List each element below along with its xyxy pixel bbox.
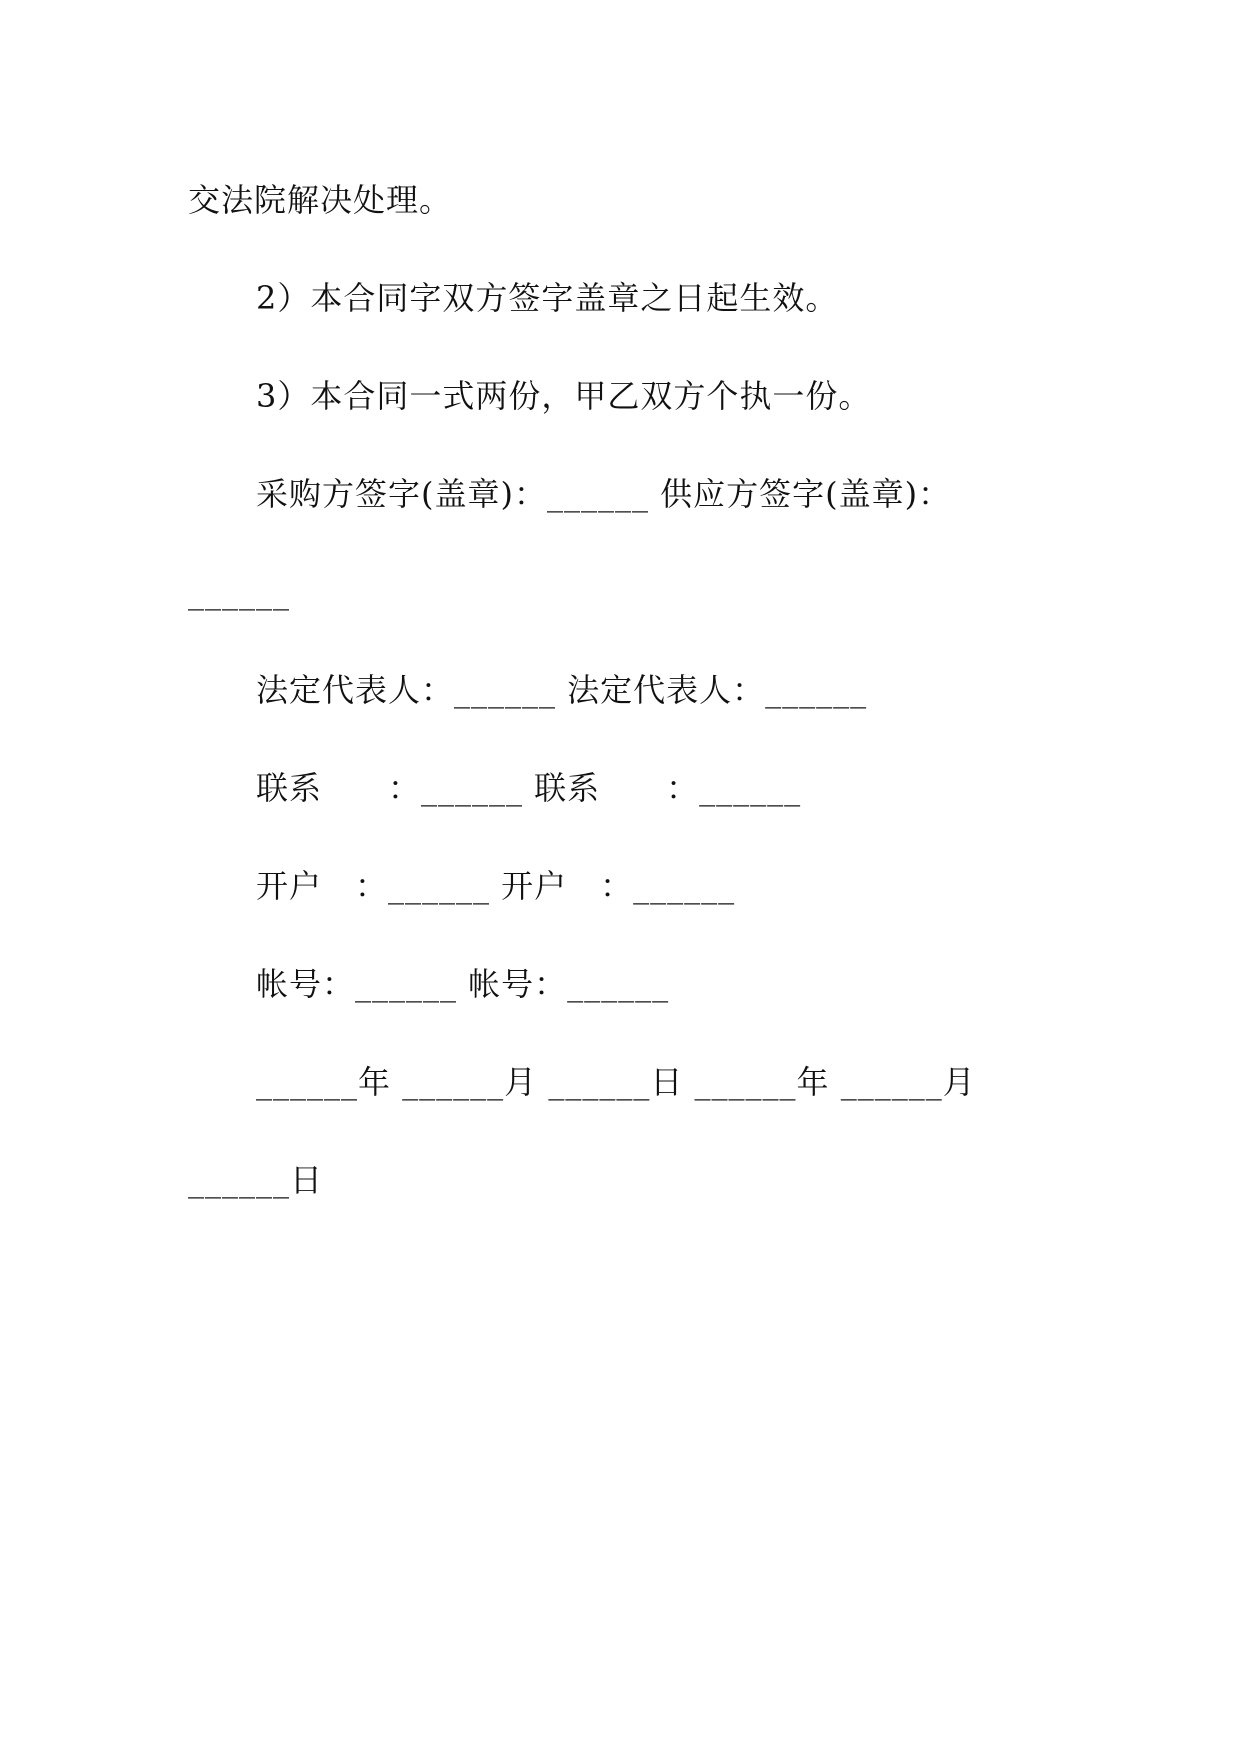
text-line-contact: 联系 ：______ 联系 ：______ bbox=[256, 769, 802, 807]
text-line-bank: 开户 ：______ 开户 ：______ bbox=[256, 867, 736, 905]
text-line-date-continued: ______日 bbox=[188, 1161, 324, 1199]
text-line-court-resolution: 交法院解决处理。 bbox=[188, 181, 453, 219]
text-line-signatures: 采购方签字(盖章)：______ 供应方签字(盖章)： bbox=[256, 475, 952, 513]
text-line-effective-clause: 2）本合同字双方签字盖章之日起生效。 bbox=[256, 279, 839, 317]
text-line-account: 帐号：______ 帐号：______ bbox=[256, 965, 670, 1003]
text-line-date: ______年 ______月 ______日 ______年 ______月 bbox=[256, 1063, 976, 1101]
text-line-copies-clause: 3）本合同一式两份，甲乙双方个执一份。 bbox=[256, 377, 872, 415]
text-line-legal-representatives: 法定代表人：______ 法定代表人：______ bbox=[256, 671, 868, 709]
text-line-signature-blank: ______ bbox=[188, 573, 290, 611]
